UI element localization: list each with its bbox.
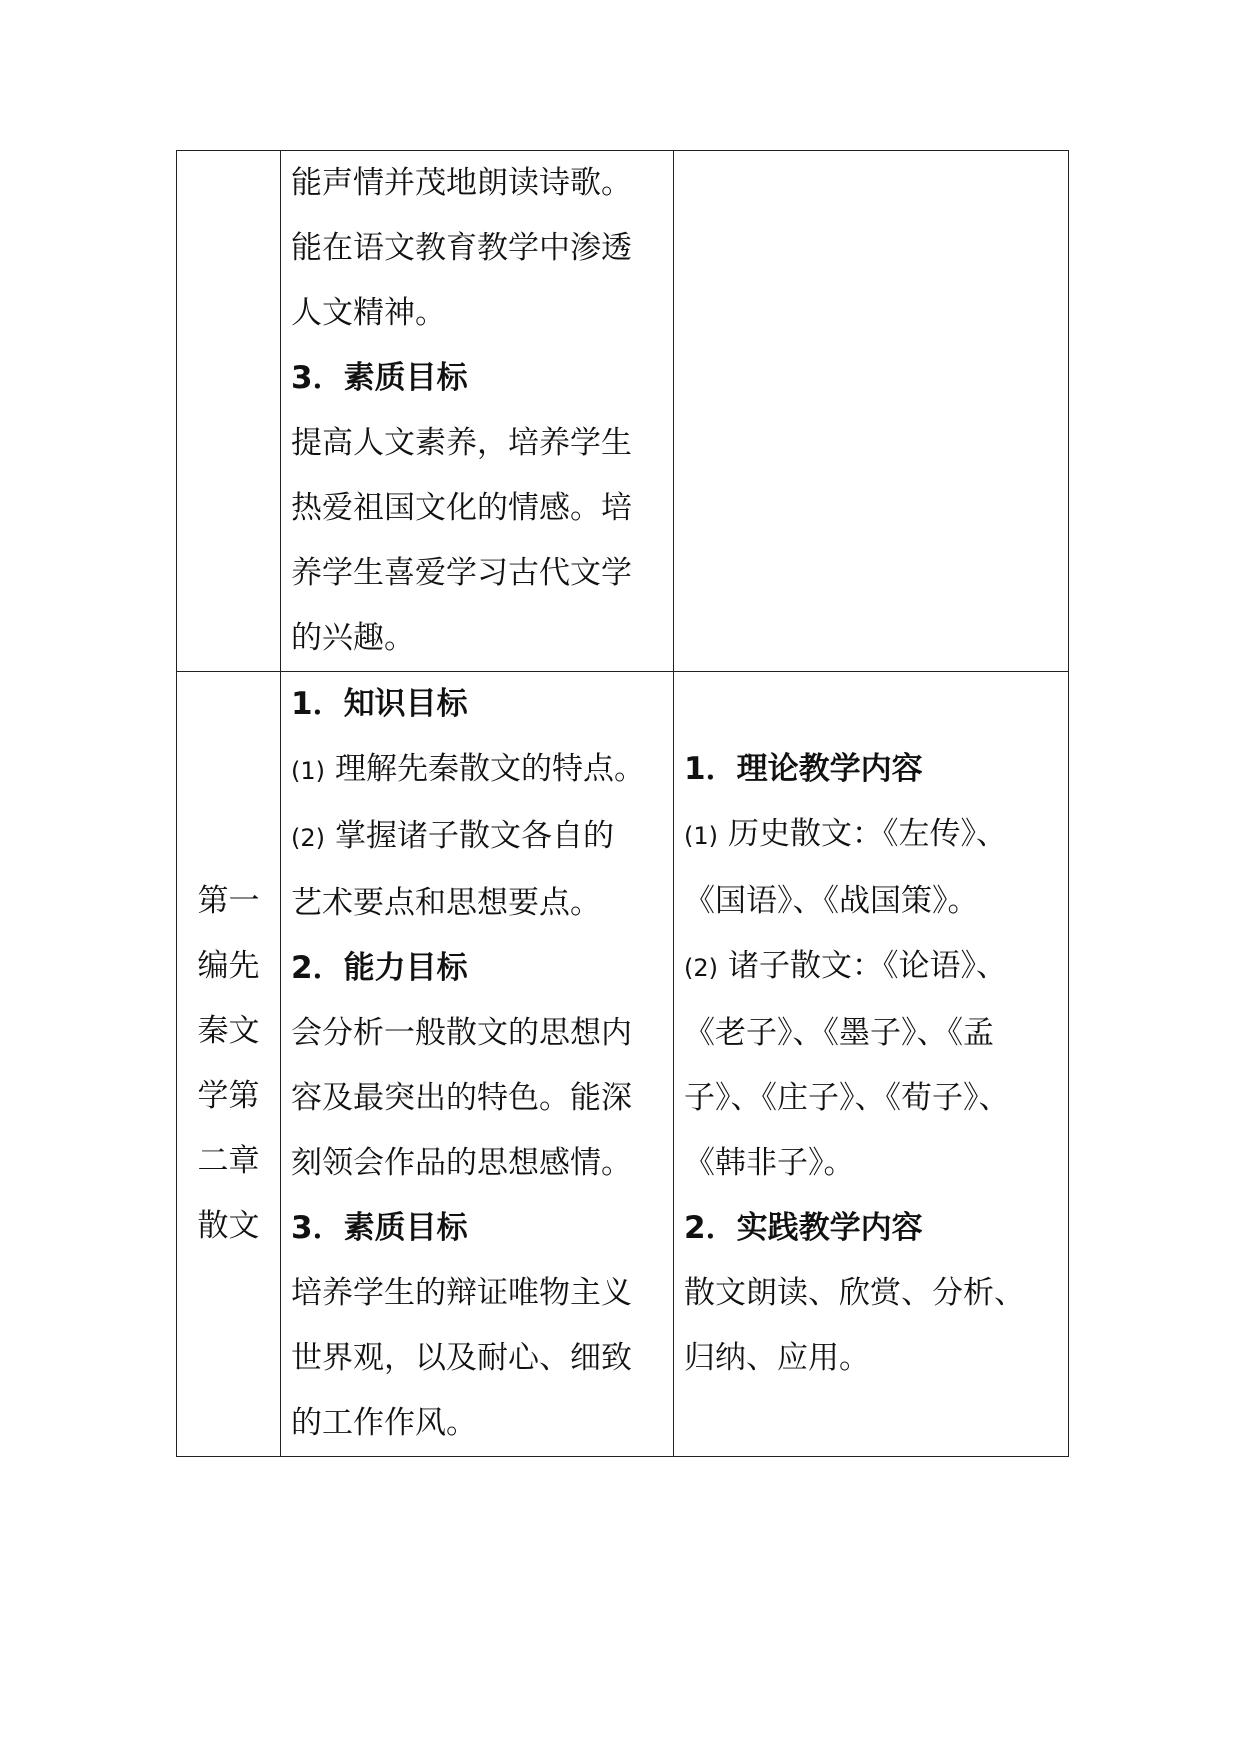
spacer [684,672,1058,737]
practice-content-heading: 2．实践教学内容 [684,1210,923,1246]
goals-cell [281,151,674,672]
ability-goal-line: 会分析一般散文的思想内 [291,1015,632,1051]
quality-goal-line: 热爱祖国文化的情感。培 [291,490,632,526]
syllabus-table [176,150,1069,1457]
quality-goal-line: 的兴趣。 [291,620,415,656]
goal-line: 能声情并茂地朗读诗歌。 [291,165,632,201]
theory-item-line: 《国语》、《战国策》。 [684,883,979,919]
theory-content-heading: 1．理论教学内容 [684,751,923,787]
ability-goal-line: 容及最突出的特色。能深 [291,1080,632,1116]
practice-content-line: 归纳、应用。 [684,1340,870,1376]
item-number: (1) [291,757,325,785]
chapter-title: 第一编先秦文学第二章散文 [177,672,281,1457]
goal-line: 人文精神。 [291,295,446,331]
theory-item-line: 子》、《庄子》、《荀子》、 [684,1080,1010,1116]
knowledge-goal-item [291,804,663,871]
table-row [177,672,1069,1457]
item-text: 历史散文：《左传》、 [728,816,1007,852]
quality-goal-line: 世界观，以及耐心、细致 [291,1340,632,1376]
item-number: (1) [684,822,718,850]
theory-item [684,802,1058,869]
ability-goal-line: 刻领会作品的思想感情。 [291,1145,632,1181]
knowledge-goal-item [291,737,663,804]
goals-cell [281,672,674,1457]
item-number: (2) [684,954,718,982]
item-text: 诸子散文：《论语》、 [728,948,1007,984]
ability-goal-heading: 2．能力目标 [291,950,468,986]
theory-item-line: 《韩非子》。 [684,1145,855,1181]
table-row [177,151,1069,672]
quality-goal-line: 养学生喜爱学习古代文学 [291,555,632,591]
quality-goal-line: 提高人文素养，培养学生 [291,425,632,461]
knowledge-goal-heading: 1．知识目标 [291,686,468,722]
chapter-cell-empty [177,151,281,672]
theory-item [684,934,1058,1001]
quality-goal-line: 培养学生的辩证唯物主义 [291,1275,632,1311]
quality-goal-heading: 3．素质目标 [291,360,468,396]
theory-item-line: 《老子》、《墨子》、《孟 [684,1015,994,1051]
knowledge-goal-line: 艺术要点和思想要点。 [291,885,601,921]
item-text: 掌握诸子散文各自的 [335,818,614,854]
practice-content-line: 散文朗读、欣赏、分析、 [684,1275,1025,1311]
content-cell-empty [674,151,1069,672]
item-number: (2) [291,824,325,852]
content-cell [674,672,1069,1457]
goal-line: 能在语文教育教学中渗透 [291,230,632,266]
item-text: 理解先秦散文的特点。 [335,751,645,787]
quality-goal-line: 的工作作风。 [291,1405,477,1441]
quality-goal-heading: 3．素质目标 [291,1210,468,1246]
